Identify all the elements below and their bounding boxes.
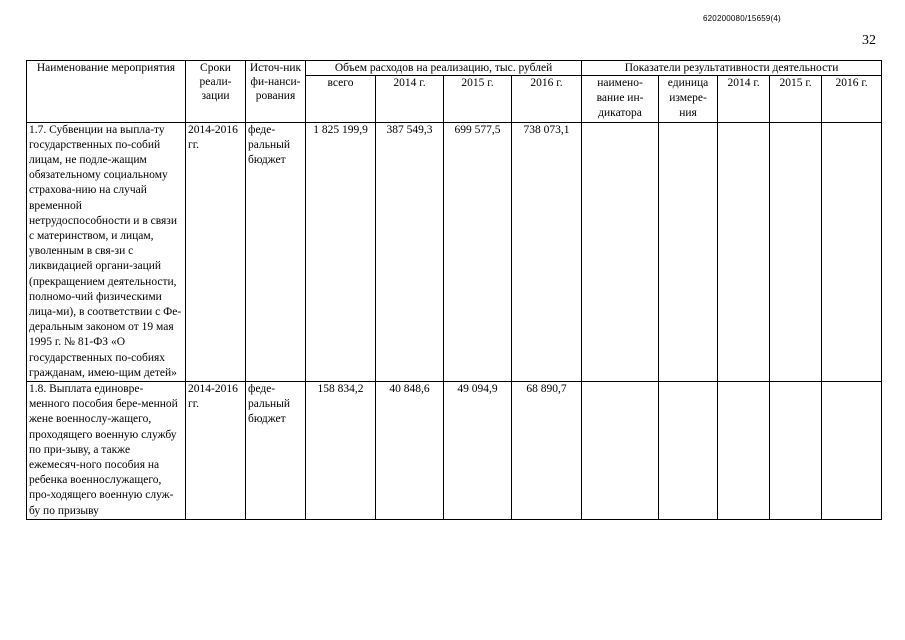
measure-period: 2014-2016 гг. — [186, 122, 246, 381]
header-total: всего — [306, 76, 376, 123]
measure-period: 2014-2016 гг. — [186, 382, 246, 520]
header-perf-2015: 2015 г. — [770, 76, 822, 123]
perf-2015-cell — [770, 122, 822, 381]
unit-cell — [659, 122, 718, 381]
header-period: Сроки реали-зации — [186, 61, 246, 123]
measure-total: 158 834,2 — [306, 382, 376, 520]
measure-total: 1 825 199,9 — [306, 122, 376, 381]
program-measures-table — [26, 60, 882, 520]
document-code: 620200080/15659(4) — [703, 14, 781, 23]
header-2015: 2015 г. — [444, 76, 512, 123]
perf-2016-cell — [822, 382, 882, 520]
measure-2014: 387 549,3 — [376, 122, 444, 381]
measure-2016: 738 073,1 — [512, 122, 582, 381]
indicator-name-cell — [582, 382, 659, 520]
header-2016: 2016 г. — [512, 76, 582, 123]
perf-2014-cell — [718, 122, 770, 381]
page-number: 32 — [862, 33, 876, 48]
header-perf-2016: 2016 г. — [822, 76, 882, 123]
perf-2015-cell — [770, 382, 822, 520]
header-volume-group: Объем расходов на реализацию, тыс. рублей — [306, 61, 582, 76]
measure-name: 1.7. Субвенции на выпла-ту государственных по-собий лицам, не подле-жащим обязательному социальному страхова-нию на случай временной нетрудоспособности и в связи с материнством, и лицам, уволенным в свя-зи с ликвидацией органи-заций (прекращением деятельности, полномо-чий физическими лица-ми), в соответствии с Фе-деральным законом от 19 мая 1995 г. № 81-ФЗ «О государственных по-собиях гражданам, имею-щим детей» — [27, 122, 186, 381]
header-unit: единица измере-ния — [659, 76, 718, 123]
measure-2016: 68 890,7 — [512, 382, 582, 520]
perf-2016-cell — [822, 122, 882, 381]
measure-source: феде-ральный бюджет — [246, 122, 306, 381]
table-row — [27, 122, 882, 381]
header-performance-group: Показатели результативности деятельности — [582, 61, 882, 76]
header-perf-2014: 2014 г. — [718, 76, 770, 123]
measure-2015: 49 094,9 — [444, 382, 512, 520]
measure-2014: 40 848,6 — [376, 382, 444, 520]
measure-2015: 699 577,5 — [444, 122, 512, 381]
header-indicator-name: наимено-вание ин-дикатора — [582, 76, 659, 123]
header-source: Источ-ник фи-нанси-рования — [246, 61, 306, 123]
unit-cell — [659, 382, 718, 520]
header-2014: 2014 г. — [376, 76, 444, 123]
perf-2014-cell — [718, 382, 770, 520]
measure-source: феде-ральный бюджет — [246, 382, 306, 520]
measure-name: 1.8. Выплата единовре-менного пособия бере-менной жене военнослу-жащего, проходящего военную службу по при-зыву, а также ежемесяч-ного пособия на ребенка военнослужащего, про-ходящего военную служ-бу по призыву — [27, 382, 186, 520]
header-name: Наименование мероприятия — [27, 61, 186, 123]
indicator-name-cell — [582, 122, 659, 381]
table-row — [27, 382, 882, 520]
